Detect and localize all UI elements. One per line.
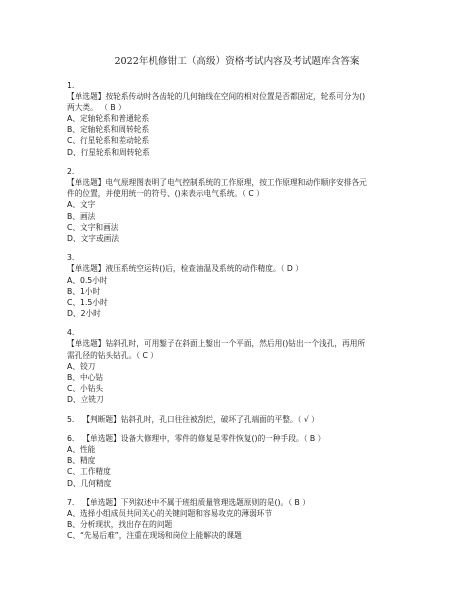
- option-c: C、工作精度: [67, 467, 111, 477]
- question-5: [67, 414, 412, 425]
- question-stem-text: 【单选题】设备大修理中，零件的修复是零件恢复()的一种手段。（ B ）: [82, 434, 326, 444]
- option-c: C、文字和画法: [67, 222, 119, 232]
- option-b: B、分析现状，找出存在的问题: [67, 520, 173, 530]
- question-6: [67, 433, 412, 488]
- question-stem-line: 【单选题】液压系统空运转()后，检查油温及系统的动作精度。（ D ）: [67, 264, 303, 274]
- option-a: A、性能: [67, 445, 96, 455]
- option-b: B、定轴轮系和周转轮系: [67, 125, 150, 135]
- question-number: 4.: [67, 328, 75, 338]
- question-stem-line: [67, 433, 412, 444]
- question-list: [67, 80, 412, 550]
- question-3: [67, 252, 412, 319]
- document-title: 2022年机修钳工（高级）资格考试内容及考试题库含答案: [114, 56, 360, 67]
- option-c: C、“先易后难”，注重在现场和岗位上能解决的课题: [67, 531, 242, 541]
- option-c: C、小钻头: [67, 383, 104, 393]
- option-a: A、文字: [67, 200, 96, 210]
- option-a: A、0.5小时: [67, 275, 108, 285]
- question-number: 3.: [67, 253, 75, 263]
- option-a: A、铰刀: [67, 361, 96, 371]
- option-d: D、几何精度: [67, 478, 112, 488]
- question-stem-line: 【单选题】按轮系传动时各齿轮的几何轴线在空间的相对位置是否都固定，轮系可分为(): [67, 92, 366, 102]
- option-b: B、画法: [67, 211, 96, 221]
- question-number: 1.: [67, 81, 75, 90]
- option-d: D、文字或画法: [67, 233, 120, 243]
- question-stem-line: 件的位置，并使用统一的符号、()来表示电气系统。（ C ）: [67, 189, 264, 199]
- option-d: D、2小时: [67, 308, 101, 318]
- question-number: 6.: [67, 434, 75, 444]
- question-stem-text: 【单选题】下列叙述中不属于班组质量管理选题原则的是()。（ B ）: [82, 498, 310, 508]
- question-number: 7.: [67, 498, 75, 508]
- option-a: A、选择小组成员共同关心的关键问题和容易攻克的薄弱环节: [67, 509, 273, 519]
- question-stem-line: 两大类。 （ B ）: [67, 103, 126, 113]
- option-c: C、行星轮系和差动轮系: [67, 136, 150, 146]
- question-stem-line: 【单选题】电气原理图表明了电气控制系统的工作原理，按工作原理和动作顺序安排各元: [67, 178, 367, 188]
- option-b: B、中心钻: [67, 372, 104, 382]
- question-stem-line: [67, 497, 412, 508]
- question-1: [67, 80, 412, 158]
- question-stem-line: 【判断题】钻斜孔时，孔口往往被刮烂，破坏了孔端面的平整。（ √ ）: [82, 414, 319, 424]
- option-a: A、定轴轮系和普通轮系: [67, 114, 150, 124]
- question-number: 2.: [67, 167, 75, 177]
- option-d: D、立铣刀: [67, 394, 104, 404]
- question-4: [67, 327, 412, 405]
- question-stem-line: 【单选题】钻斜孔时，可用錾子在斜面上錾出一个平面，然后用()钻出一个浅孔，再用所: [67, 339, 366, 349]
- question-2: [67, 166, 412, 244]
- question-number: 5.: [67, 414, 75, 424]
- option-d: D、行星轮系和周转轮系: [67, 147, 150, 157]
- option-c: C、1.5小时: [67, 297, 108, 307]
- option-b: B、精度: [67, 456, 96, 466]
- question-stem-line: 需孔径的钻头钻孔。（ C ）: [67, 350, 158, 360]
- option-b: B、1小时: [67, 286, 101, 296]
- question-7: [67, 497, 412, 541]
